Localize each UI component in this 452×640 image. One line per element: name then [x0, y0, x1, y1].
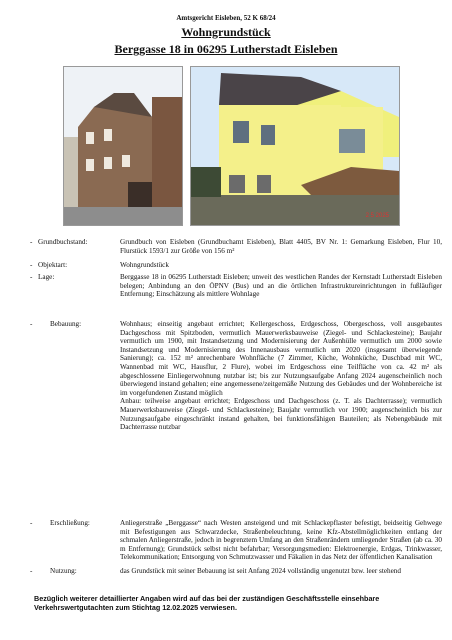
value-bebauung — [120, 320, 442, 432]
label-grundbuchstand: Grundbuchstand: — [38, 238, 88, 246]
property-address-heading: Berggasse 18 in 06295 Lutherstadt Eisleben — [114, 42, 338, 56]
label-erschliessung: Erschließung: — [50, 519, 90, 527]
document-title: Wohngrundstück — [181, 25, 271, 39]
court-reference: Amtsgericht Eisleben, 52 K 68/24 — [176, 14, 276, 22]
bebauung-anbau-text: Anbau: teilweise angebaut errichtet; Erdgeschoss und Dachgeschoss (z. T. als Dachterrasse); vermutlich Mauerwerksbauweise (Ziegel- und Schlackesteine); Baujahr vermutlich vor 1900; augenscheinlich bis zur Nutzungsaufgabe eingeschränkt instand gehalten, bei funktionsfähigen Bauteilen; als Nebengebäude mit Dachterrasse nutzbar — [120, 397, 442, 432]
bullet: - — [30, 567, 33, 575]
value-lage: Berggasse 18 in 06295 Lutherstadt Eisleben; unweit des westlichen Randes der Kernstadt Lutherstadt Eisleben belegen; Anbindung an den ÖPNV (Bus) und an die örtlichen Infrastruktureinrichtungen in fußläufiger Entfernung; Einschätzung als mittlere Wohnlage — [120, 273, 442, 299]
label-bebauung: Bebauung: — [50, 320, 82, 328]
street-view-photo — [63, 66, 183, 226]
bullet: - — [30, 273, 33, 281]
house-photo — [190, 66, 400, 226]
value-erschliessung: Anliegerstraße „Berggasse“ nach Westen ansteigend und mit Schlackepflaster befestigt, beidseitig Gehwege mit Befestigungen aus Schwarzdecke, Straßenbeleuchtung, keine Kfz-Abstellmöglichkeiten entlang der schmalen Anliegerstraße, jedoch in begrenztem Umfang an den Straßenrändern umliegender Straßen (ab ca. 30 m Entfernung); Grundstück selbst nicht befahrbar; Versorgungsmedien: Elektroenergie, Erdgas, Trinkwasser, Telekommunikation; Entsorgung von Schmutzwasser und Fäkalien in das Netz der öffentlichen Kanalisation — [120, 519, 442, 562]
label-lage: Lage: — [38, 273, 55, 281]
value-grundbuchstand: Grundbuch von Eisleben (Grundbuchamt Eisleben), Blatt 4405, BV Nr. 1: Gemarkung Eisleben, Flur 10, Flurstück 1593/1 zur Größe von 156 m² — [120, 238, 442, 255]
bullet: - — [30, 238, 33, 246]
value-objektart: Wohngrundstück — [120, 261, 169, 269]
bullet: - — [30, 261, 33, 269]
bullet: - — [30, 519, 33, 527]
bullet: - — [30, 320, 33, 328]
reference-note: Bezüglich weiterer detaillierter Angaben wird auf das bei der zuständigen Geschäftsstelle einsehbare Verkehrswertgutachten zum Stichtag 12.02.2025 verwiesen. — [34, 594, 380, 612]
photo-date-watermark: 2 5 2025 — [365, 213, 389, 219]
bebauung-wohnhaus-text: Wohnhaus; einseitig angebaut errichtet; Kellergeschoss, Erdgeschoss, Obergeschoss, voll ausgebautes Dachgeschoss mit Spitzboden, vermutlich Mauerwerksbauweise (Ziegel- und Schlackesteine); Baujahr vermutlich um 1900, mit Instandsetzung und Modernisierung der Außenhülle vermutlich um 2000 sowie Instandsetzung und Modernisierung des Innenausbaus vermutlich um 2020 (insgesamt überwiegende Sanierung); ca. 152 m² anrechenbare Wohnfläche (7 Zimmer, Küche, Wohnküche, Duschbad mit WC, Wannenbad mit WC, Hausflur, 2 Flure), wobei im Erdgeschoss eine Teilfläche von ca. 42 m² als abgeschlossene Einliegerwohnung nutzbar ist; bis zur Nutzungsaufgabe Anfang 2024 augenscheinlich noch überwiegend instand gehalten; eine angemessene/zeitgemäße Nutzung des Gebäudes und der Wohnbereiche ist im vorgefundenen Zustand möglich — [120, 320, 442, 397]
label-objektart: Objektart: — [38, 261, 68, 269]
value-nutzung: das Grundstück mit seiner Bebauung ist seit Anfang 2024 vollständig ungenutzt bzw. leer stehend — [120, 567, 401, 575]
label-nutzung: Nutzung: — [50, 567, 77, 575]
